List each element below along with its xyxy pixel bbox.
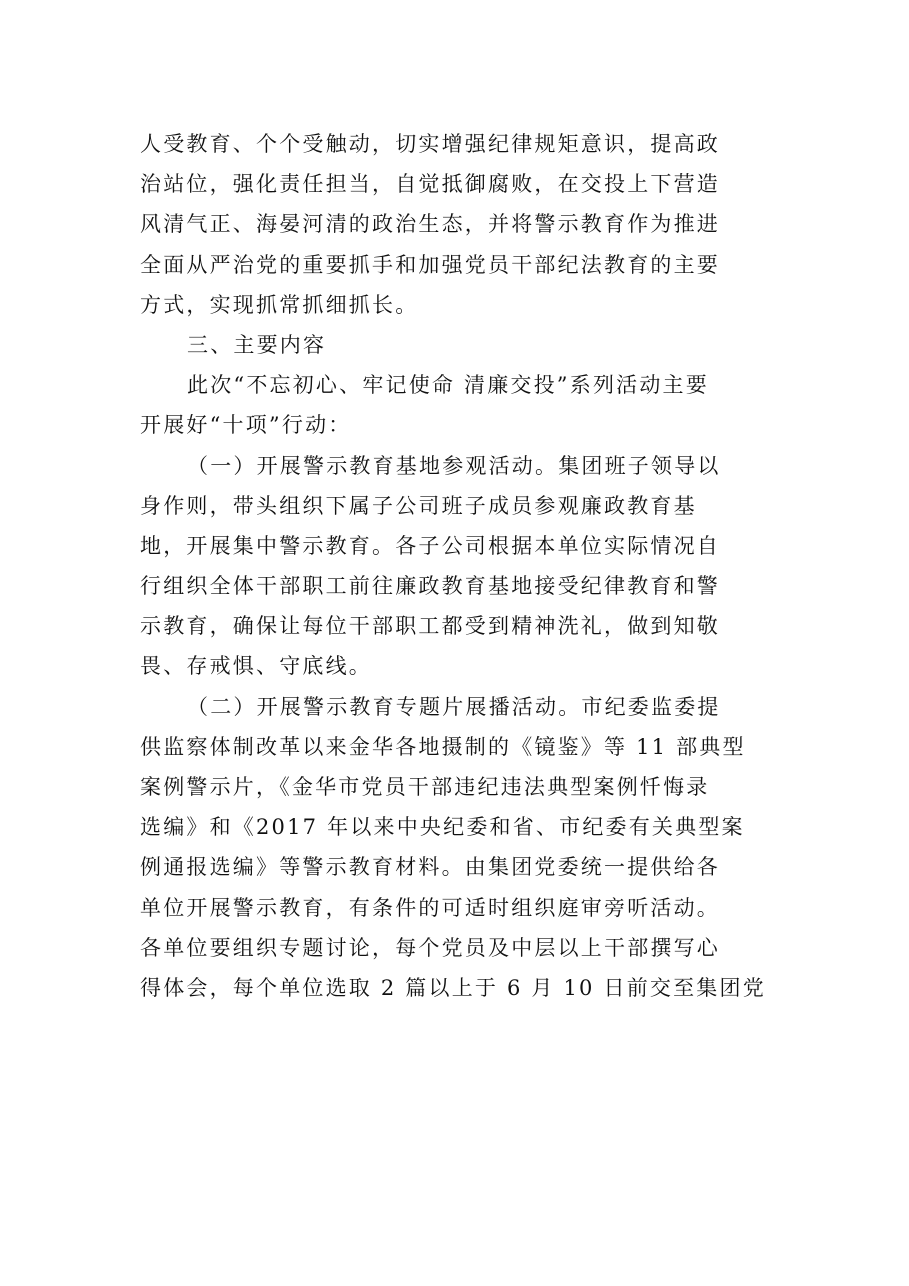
document-body — [140, 124, 770, 1008]
text-line: 地，开展集中警示教育。各子公司根据本单位实际情况自 — [140, 533, 720, 558]
text-line: 供监察体制改革以来金华各地摄制的《镜鉴》等 11 部典型 — [140, 734, 746, 759]
text-line: 身作则，带头组织下属子公司班子成员参观廉政教育基 — [140, 493, 697, 518]
text-line: 风清气正、海晏河清的政治生态，并将警示教育作为推进 — [140, 212, 720, 237]
text-line: 得体会，每个单位选取 2 篇以上于 6 月 10 日前交至集团党 — [140, 975, 766, 1000]
section-heading: 三、主要内容 — [187, 332, 327, 357]
text-line: 畏、存戒惧、守底线。 — [140, 654, 372, 679]
text-line: 示教育，确保让每位干部职工都受到精神洗礼，做到知敬 — [140, 614, 720, 639]
text-line: 各单位要组织专题讨论，每个党员及中层以上干部撰写心 — [140, 935, 720, 960]
text-line: 行组织全体干部职工前往廉政教育基地接受纪律教育和警 — [140, 574, 720, 599]
text-line: 单位开展警示教育，有条件的可适时组织庭审旁听活动。 — [140, 895, 720, 920]
text-line: （一）开展警示教育基地参观活动。集团班子领导以 — [187, 453, 721, 478]
text-line: 选编》和《2017 年以来中央纪委和省、市纪委有关典型案 — [140, 815, 745, 840]
text-line: 方式，实现抓常抓细抓长。 — [140, 292, 419, 317]
text-line: 人受教育、个个受触动，切实增强纪律规矩意识，提高政 — [140, 132, 720, 156]
text-line: 例通报选编》等警示教育材料。由集团党委统一提供给各 — [140, 855, 720, 880]
text-line: 案例警示片，《金华市党员干部违纪违法典型案例忏悔录 — [140, 775, 710, 799]
text-line: 全面从严治党的重要抓手和加强党员干部纪法教育的主要 — [140, 252, 720, 277]
text-line: 治站位，强化责任担当，自觉抵御腐败，在交投上下营造 — [140, 172, 720, 197]
text-line: （二）开展警示教育专题片展播活动。市纪委监委提 — [187, 694, 721, 719]
text-line: 此次“不忘初心、牢记使命 清廉交投”系列活动主要 — [187, 373, 709, 398]
text-line: 开展好“十项”行动： — [140, 413, 352, 438]
